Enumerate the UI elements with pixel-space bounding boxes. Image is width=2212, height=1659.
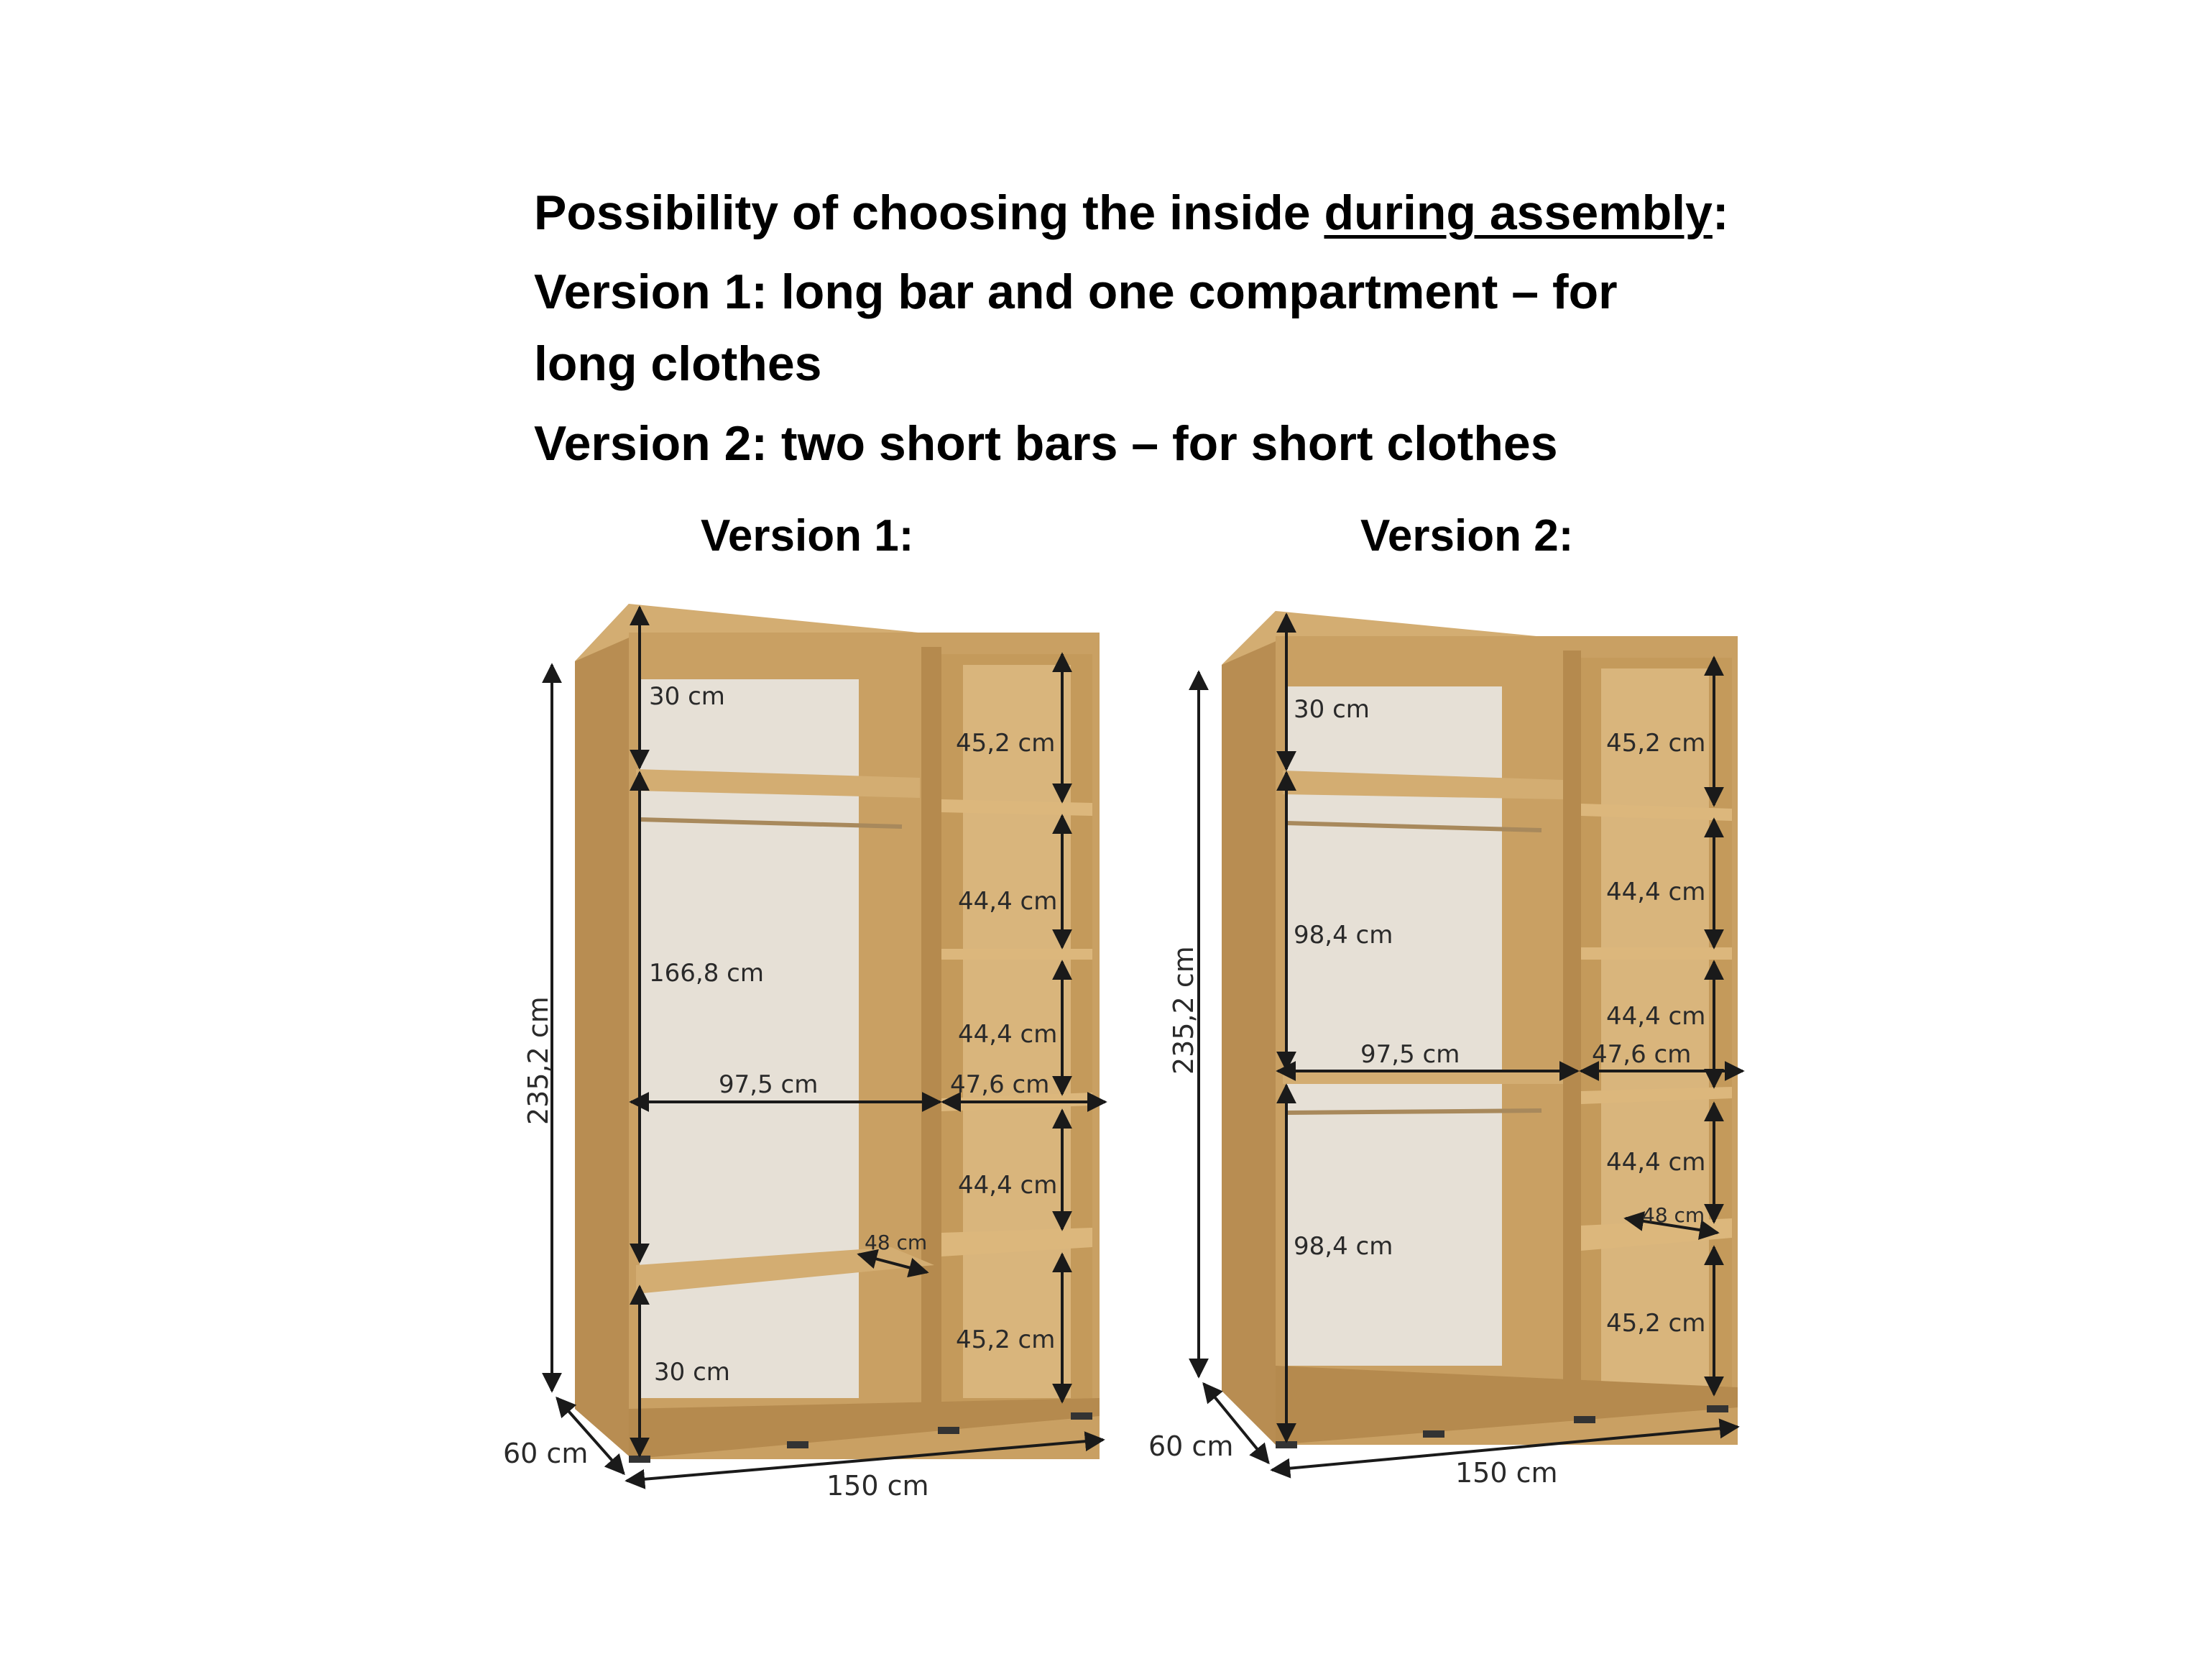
heading-line-1-prefix: Possibility of choosing the inside [534,185,1324,240]
height-label: 235,2 cm [522,996,554,1125]
foot [1707,1405,1728,1412]
heading-line-3: long clothes [534,336,822,391]
lower-hanging-bar [1286,1111,1542,1113]
shelf-label-3: 44,4 cm [1606,1002,1706,1031]
shelf-label-1: 45,2 cm [956,729,1056,758]
top-compartment-label: 30 cm [1294,695,1370,724]
left-width-label: 97,5 cm [1360,1040,1460,1069]
shelf-depth-label: 48 cm [1642,1203,1705,1227]
shelf-depth-label: 48 cm [865,1231,928,1254]
width-label: 150 cm [826,1470,929,1502]
shelf-label-4: 44,4 cm [958,1171,1058,1200]
height-label: 235,2 cm [1168,946,1199,1075]
depth-label: 60 cm [503,1438,589,1469]
shelf-label-3: 44,4 cm [958,1020,1058,1049]
side-panel [575,604,632,1459]
foot [1574,1416,1595,1423]
heading-line-2: Version 1: long bar and one compartment – for [534,265,1618,319]
depth-label: 60 cm [1148,1430,1234,1462]
width-label: 150 cm [1455,1457,1558,1489]
left-width-label: 97,5 cm [719,1070,819,1099]
foot [629,1456,650,1463]
shelf-label-5: 45,2 cm [956,1325,1056,1354]
upper-hanging-label: 98,4 cm [1294,921,1393,950]
shelf-label-5: 45,2 cm [1606,1309,1706,1338]
version-2-label: Version 2: [1360,511,1574,561]
right-shelf [941,949,1092,960]
lower-hanging-label: 98,4 cm [1294,1232,1393,1261]
heading-line-1-suffix: : [1712,185,1729,240]
bottom-compartment-label: 30 cm [654,1358,730,1387]
foot [787,1441,808,1448]
shelf-label-2: 44,4 cm [1606,878,1706,906]
top-compartment-label: 30 cm [649,682,725,711]
heading-line-4: Version 2: two short bars – for short clothes [534,416,1558,471]
heading-underlined-text: during assembly [1324,185,1713,240]
right-width-label: 47,6 cm [950,1070,1050,1099]
right-width-label: 47,6 cm [1592,1040,1692,1069]
foot [1071,1412,1092,1420]
foot [1276,1441,1297,1448]
shelf-label-2: 44,4 cm [958,887,1058,916]
shelf-label-4: 44,4 cm [1606,1148,1706,1177]
middle-divider [921,647,941,1423]
hanging-space-label: 166,8 cm [649,959,764,988]
foot [1423,1430,1444,1438]
right-shelf [1581,947,1732,960]
foot [938,1427,959,1434]
left-middle-shelf [1283,1071,1563,1084]
version-1-label: Version 1: [701,511,914,561]
shelf-label-1: 45,2 cm [1606,729,1706,758]
side-panel [1222,611,1279,1448]
middle-divider [1563,651,1581,1420]
